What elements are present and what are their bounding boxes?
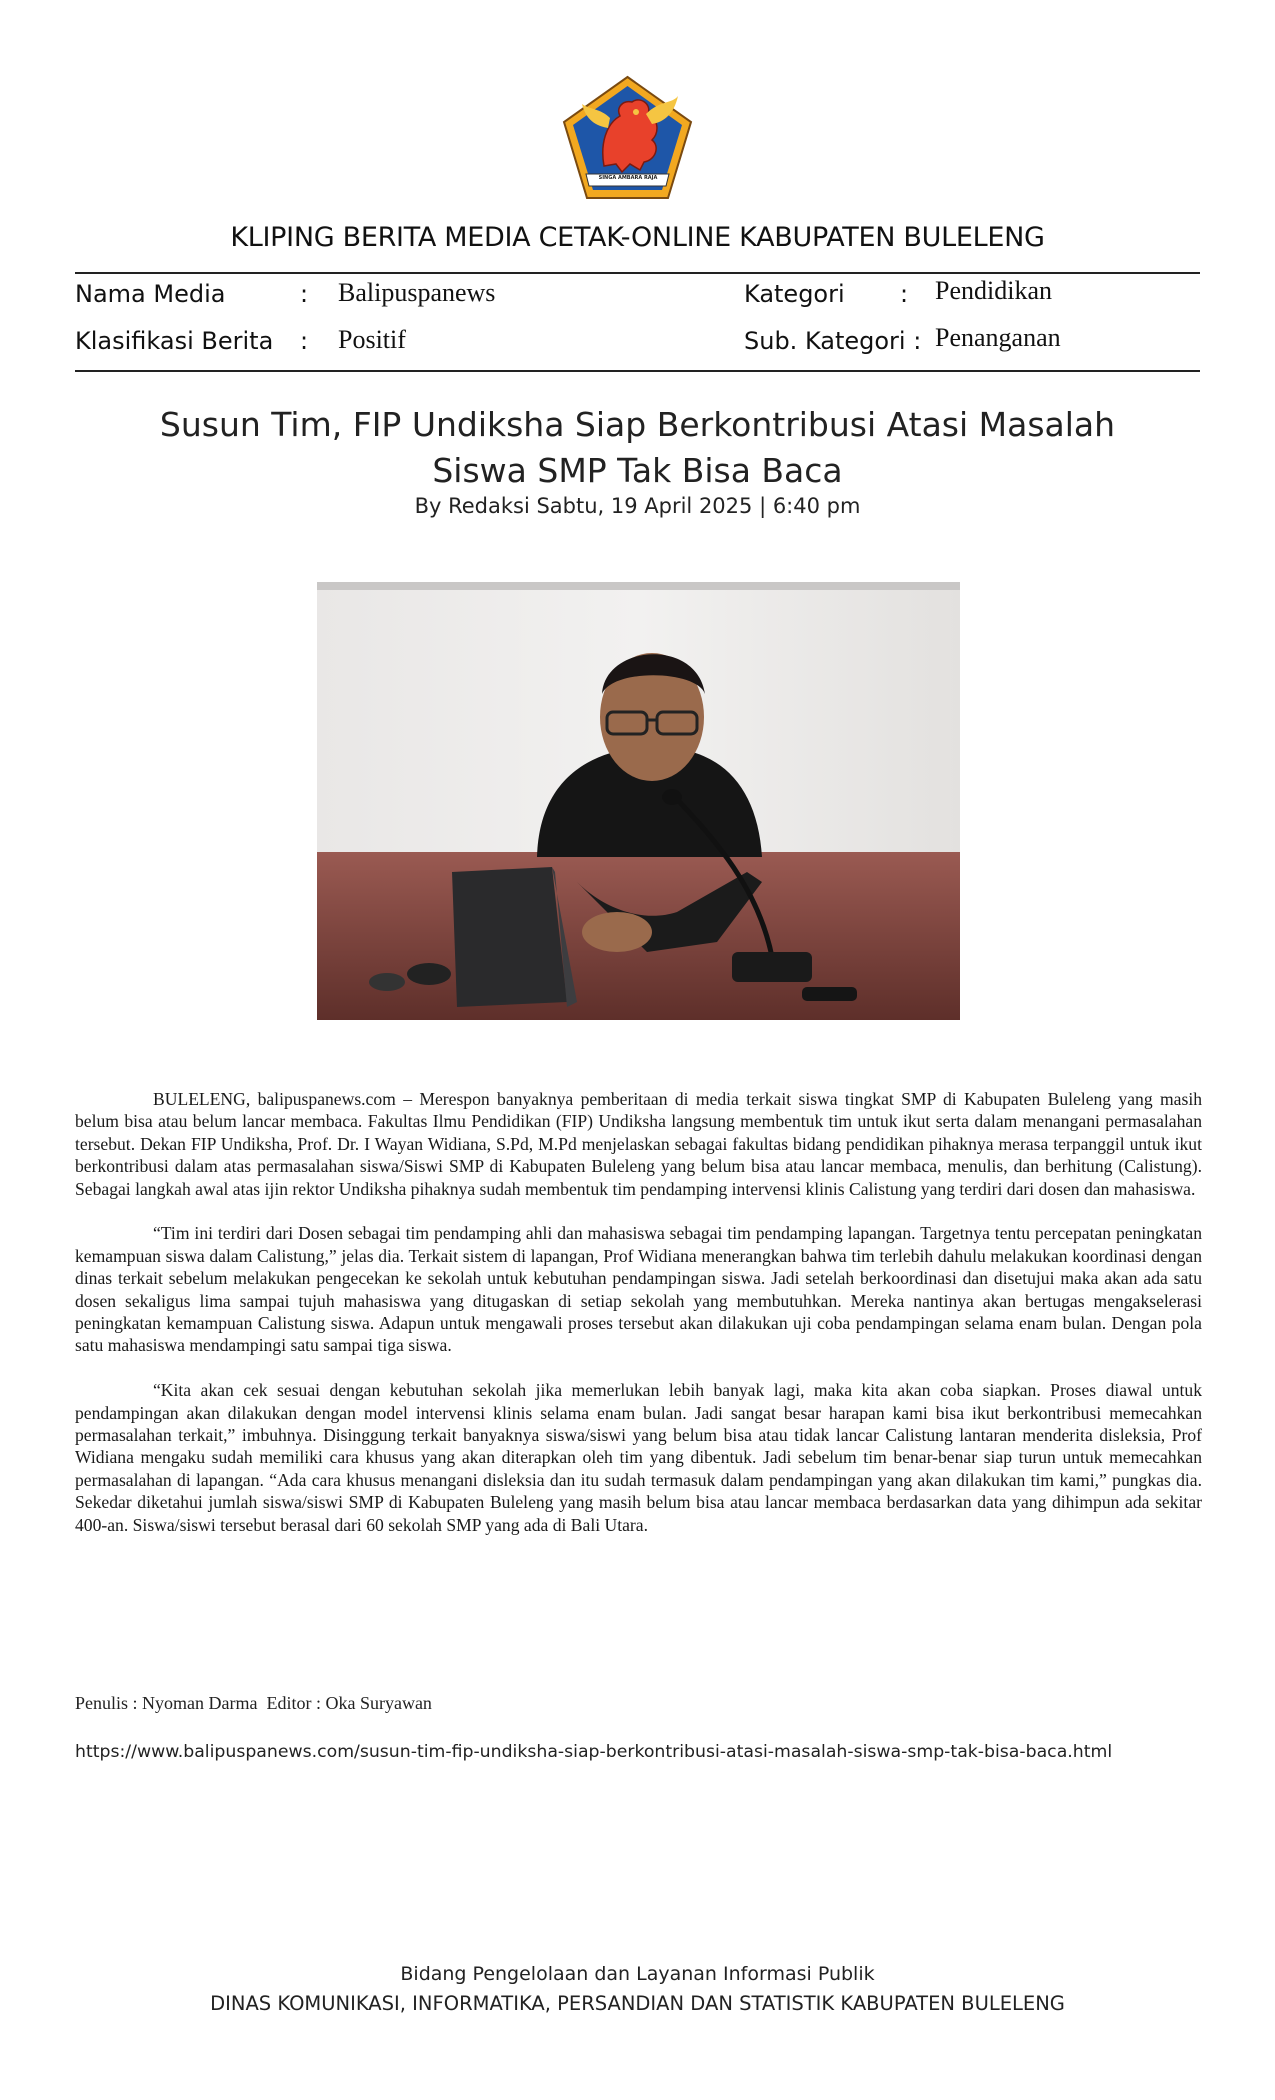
emblem-motto: SINGA AMBARA RAJA [598, 175, 658, 181]
klasifikasi-colon: : [300, 327, 309, 355]
kategori-label: Kategori [744, 280, 845, 308]
nama-media-label: Nama Media [75, 280, 226, 308]
header-bottom-divider [75, 370, 1200, 372]
footer-agency: DINAS KOMUNIKASI, INFORMATIKA, PERSANDIAN DAN STATISTIK KABUPATEN BULELENG [210, 1992, 1065, 2015]
header-top-divider [75, 272, 1200, 274]
klasifikasi-value: Positif [338, 325, 406, 354]
document-header-title: KLIPING BERITA MEDIA CETAK-ONLINE KABUPATEN BULELENG [230, 222, 1045, 253]
article-paragraph-2: “Tim ini terdiri dari Dosen sebagai tim pendamping ahli dan mahasiswa sebagai tim pendamping lapangan. Targetnya tentu percepatan peningkatan kemampuan siswa dalam Calistung,” jelas dia. Terkait sistem di lapangan, Prof Widiana menerangkan bahwa tim terlebih dahulu melakukan koordinasi dengan dinas terkait sebelum melakukan pengecekan ke sekolah untuk kebutuhan pendampingan siswa. Jadi setelah berkoordinasi dan disetujui maka akan ada satu dosen sekaligus lima sampai tujuh mahasiswa yang ditugaskan di setiap sekolah yang membutuhkan. Mereka nantinya akan bertugas mengakselerasi peningkatan kemampuan Calistung siswa. Adapun untuk mengawali proses tersebut akan dilakukan uji coba pendampingan selama enam bulan. Dengan pola satu mahasiswa mendampingi satu sampai tiga siswa. [75, 1223, 1202, 1356]
article-paragraph-3: “Kita akan cek sesuai dengan kebutuhan sekolah jika memerlukan lebih banyak lagi, maka kita akan coba siapkan. Proses diawal untuk pendampingan akan dilakukan dengan model intervensi klinis selama enam bulan. Jadi sangat besar harapan kami bisa ikut berkontribusi memecahkan permasalahan terkait,” imbuhnya. Disinggung terkait banyaknya siswa/siswi yang belum bisa atau tidak lancar Calistung lantaran menderita disleksia, Prof Widiana mengaku sudah memiliki cara khusus yang akan diterapkan oleh tim yang dibentuk. Jadi sebelum tim benar-benar siap turun untuk memecahkan permasalahan di lapangan. “Ada cara khusus menangani disleksia dan itu sudah termasuk dalam pendampingan yang akan dilakukan tim kami,” pungkas dia. Sekedar diketahui jumlah siswa/siswi SMP di Kabupaten Buleleng yang masih belum bisa atau lancar membaca berdasarkan data yang dihimpun ada sekitar 400-an. Siswa/siswi tersebut berasal dari 60 sekolah SMP yang ada di Bali Utara. [75, 1380, 1202, 1535]
klasifikasi-label: Klasifikasi Berita [75, 327, 274, 355]
headline-line-1: Susun Tim, FIP Undiksha Siap Berkontribusi Atasi Masalah [159, 405, 1116, 444]
article-byline: By Redaksi Sabtu, 19 April 2025 | 6:40 pm [414, 494, 861, 518]
nama-media-colon: : [300, 280, 309, 308]
nama-media-value: Balipuspanews [338, 278, 496, 307]
buleleng-emblem [560, 74, 695, 202]
kategori-value: Pendidikan [935, 276, 1052, 305]
article-body [75, 1088, 1202, 1558]
kategori-colon: : [900, 280, 909, 308]
article-photo [317, 582, 960, 1020]
footer-division: Bidang Pengelolaan dan Layanan Informasi Publik [400, 1963, 875, 1985]
article-paragraph-1: BULELENG, balipuspanews.com – Merespon banyaknya pemberitaan di media terkait siswa tingkat SMP di Kabupaten Buleleng yang masih belum bisa atau belum lancar membaca. Fakultas Ilmu Pendidikan (FIP) Undiksha langsung membentuk tim untuk ikut serta dalam menangani permasalahan tersebut. Dekan FIP Undiksha, Prof. Dr. I Wayan Widiana, S.Pd, M.Pd menjelaskan sebagai fakultas bidang pendidikan pihaknya merasa terpanggil untuk ikut berkontribusi dalam atas permasalahan siswa/Siswi SMP di Kabupaten Buleleng yang belum bisa atau lancar membaca, menulis, dan berhitung (Calistung). Sebagai langkah awal atas ijin rektor Undiksha pihaknya sudah membentuk tim pendamping intervensi klinis Calistung yang terdiri dari dosen dan mahasiswa. [75, 1089, 1202, 1199]
headline-line-2: Siswa SMP Tak Bisa Baca [432, 451, 843, 490]
sub-kategori-label: Sub. Kategori : [744, 327, 922, 355]
sub-kategori-value: Penanganan [935, 323, 1061, 352]
source-url-link[interactable]: https://www.balipuspanews.com/susun-tim-fip-undiksha-siap-berkontribusi-atasi-masalah-siswa-smp-tak-bisa-baca.html [75, 1742, 1113, 1762]
article-credit: Penulis : Nyoman Darma Editor : Oka Suryawan [75, 1693, 432, 1713]
article-headline [100, 402, 1175, 494]
